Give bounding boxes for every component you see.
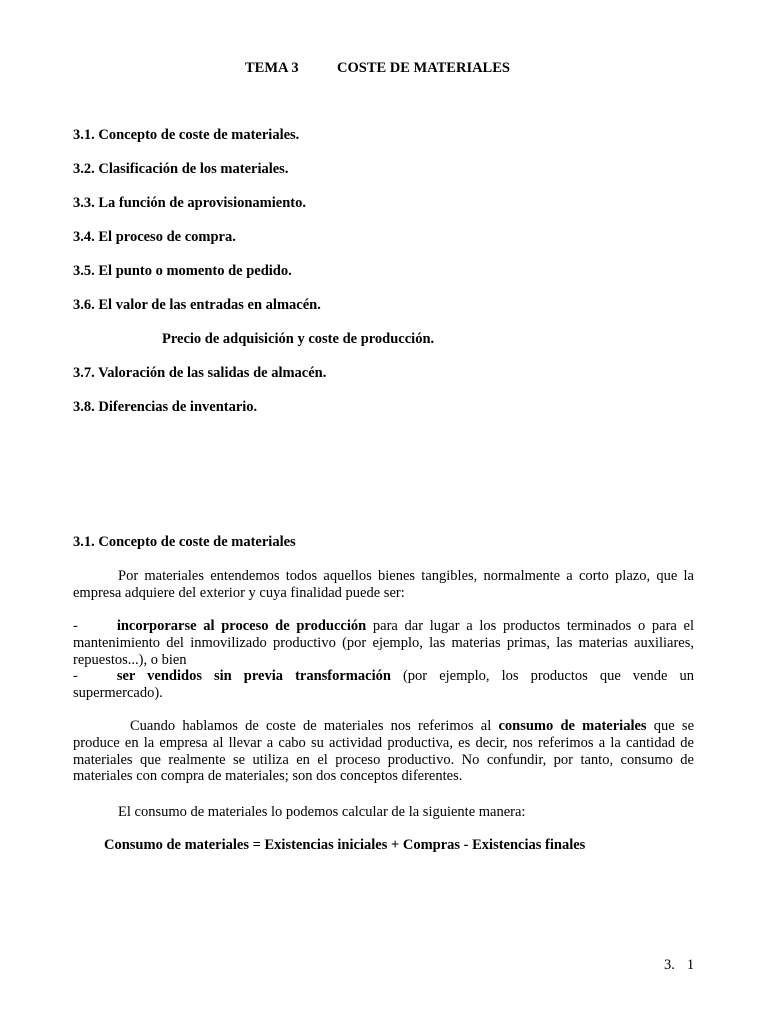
formula: Consumo de materiales = Existencias iniciales + Compras - Existencias finales (104, 837, 586, 853)
paragraph-text: Cuando hablamos de coste de materiales nos referimos al (130, 718, 499, 734)
intro-text: Por materiales entendemos todos aquellos bienes tangibles, normalmente a corto plazo, que la empresa adquiere del exterior y cuya finalidad puede ser: (73, 568, 694, 601)
toc-item: 3.6. El valor de las entradas en almacén. (73, 297, 321, 313)
bullet-bold-text: ser vendidos sin previa transformación (116, 668, 391, 684)
toc-subitem: Precio de adquisición y coste de producción. (162, 331, 435, 347)
toc-item: 3.2. Clasificación de los materiales. (73, 161, 289, 177)
bullet-text: (por ejemplo, los productos que vende un supermercado). (73, 668, 694, 701)
title-number: TEMA 3 (245, 60, 299, 76)
title-text: COSTE DE MATERIALES (337, 60, 510, 76)
toc-item: 3.3. La función de aprovisionamiento. (73, 195, 306, 211)
document-title (245, 60, 510, 77)
toc-item: 3.5. El punto o momento de pedido. (73, 263, 292, 279)
toc-item: 3.1. Concepto de coste de materiales. (73, 127, 300, 143)
intro-paragraph (73, 568, 694, 602)
bullet-dash: - (73, 668, 78, 684)
bullet-bold-text: incorporarse al proceso de producción (116, 618, 367, 634)
toc-item: 3.8. Diferencias de inventario. (73, 399, 258, 415)
bullet-dash: - (73, 618, 78, 634)
page-number-chapter: 3. (664, 957, 675, 973)
bullet-item (73, 668, 694, 702)
page-number (664, 957, 694, 974)
formula-intro: El consumo de materiales lo podemos calcular de la siguiente manera: (118, 804, 526, 820)
page-number-page: 1 (686, 957, 695, 973)
bullet-item (73, 618, 694, 668)
section-heading: 3.1. Concepto de coste de materiales (73, 534, 296, 550)
toc-item: 3.4. El proceso de compra. (73, 229, 236, 245)
cost-paragraph (73, 718, 694, 785)
paragraph-bold-text: consumo de materiales (498, 718, 647, 734)
paragraph-text: que se produce en la empresa al llevar a cabo su actividad productiva, es decir, nos referimos a la cantidad de materiales que realmente se utiliza en el proceso productivo. No confundir, por tanto, consumo de materiales con compra de materiales; son dos conceptos diferentes. (73, 718, 695, 785)
bullet-text: para dar lugar a los productos terminados o para el mantenimiento del inmovilizado productivo (por ejemplo, las materias primas, las materias auxiliares, repuestos...), o bien (73, 618, 694, 668)
toc-item: 3.7. Valoración de las salidas de almacén. (73, 365, 327, 381)
